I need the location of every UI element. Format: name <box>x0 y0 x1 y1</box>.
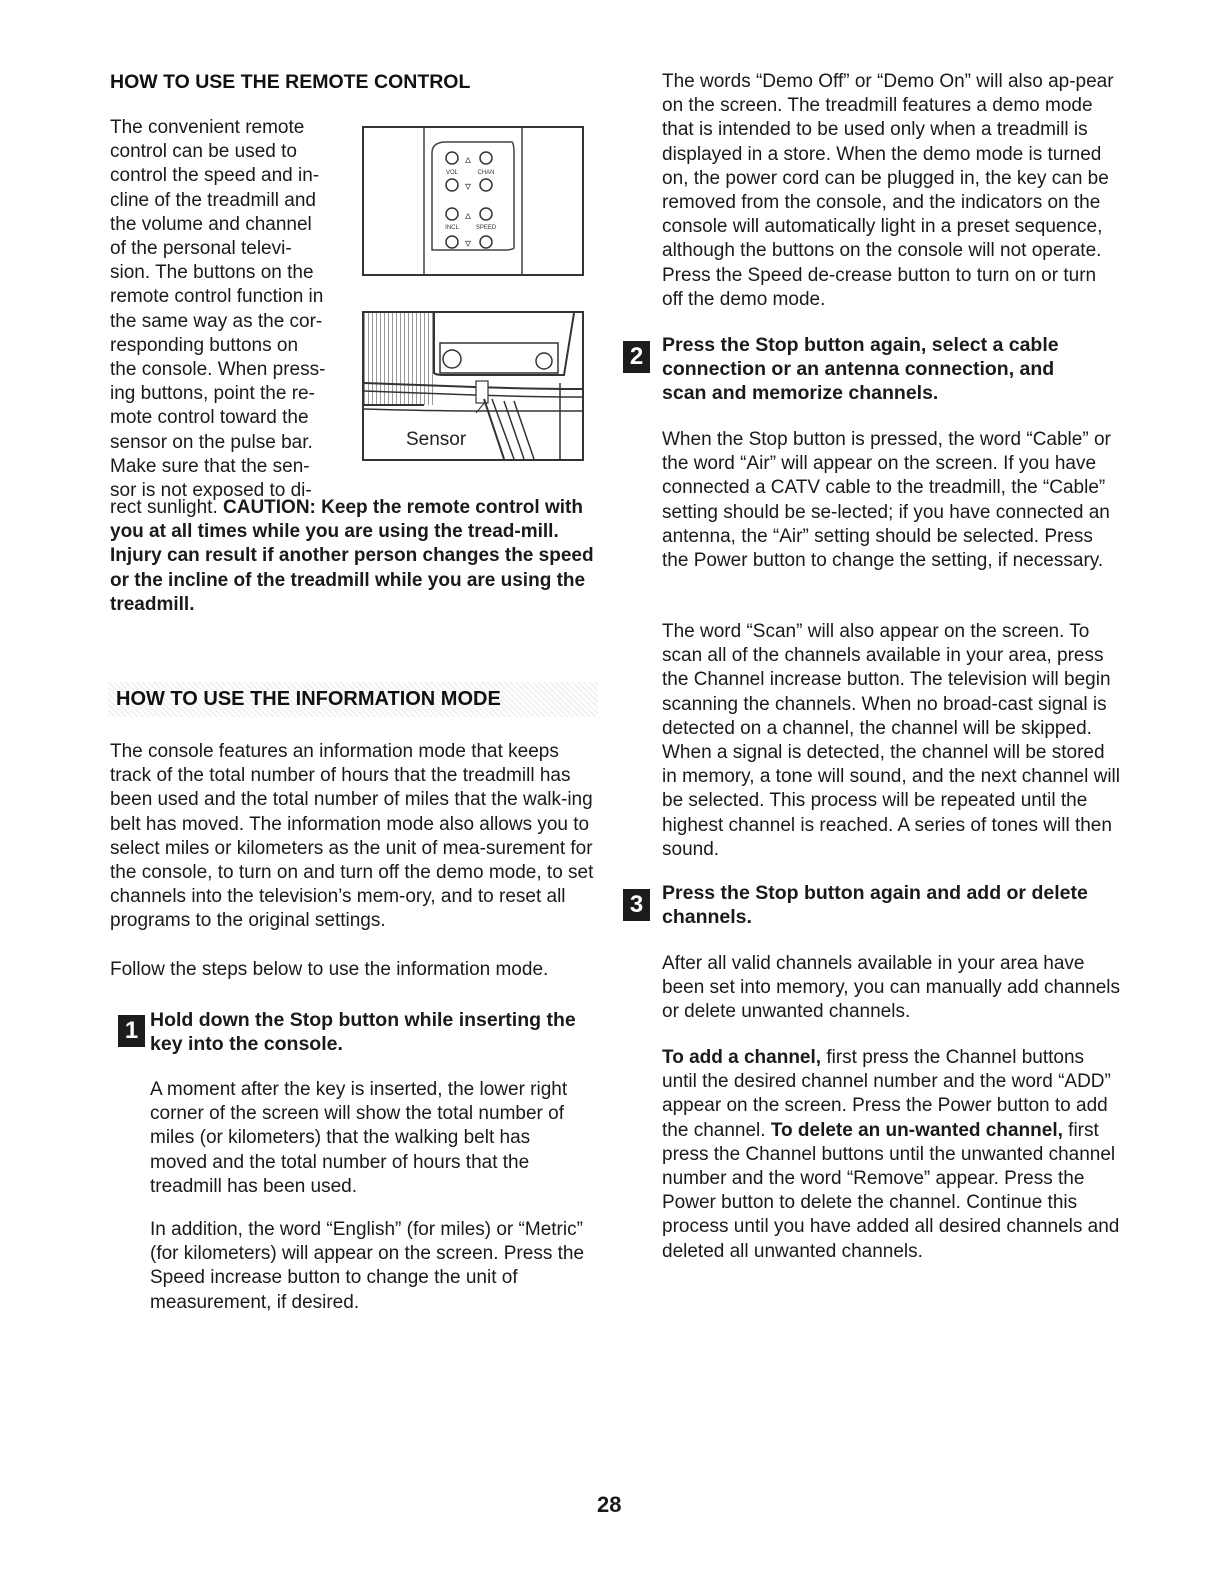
sensor-figure <box>362 311 584 461</box>
remote-intro-line: ing buttons, point the re- <box>110 383 315 405</box>
svg-text:VOL: VOL <box>445 170 459 176</box>
remote-intro-line: remote control function in <box>110 286 324 308</box>
svg-text:▿: ▿ <box>464 179 472 193</box>
remote-control-drawing <box>364 128 582 274</box>
step-3-title: Press the Stop button again and add or delete channels. <box>662 882 1088 928</box>
svg-text:CHAN: CHAN <box>477 170 495 176</box>
remote-intro-line: control the speed and in- <box>110 165 320 187</box>
remote-intro-line: sor is not exposed to di- <box>110 480 312 502</box>
remote-intro-line: sensor on the pulse bar. <box>110 431 313 453</box>
svg-text:▵: ▵ <box>464 208 472 222</box>
remote-control-figure <box>362 126 584 276</box>
step-1-paragraph-2: In addition, the word “English” (for miles) or “Metric” (for kilometers) will appear on the screen. Press the Speed increase button to change the unit of measurement, if desired. <box>150 1219 585 1313</box>
remote-intro-line: sion. The buttons on the <box>110 262 314 284</box>
remote-intro-line: mote control toward the <box>110 407 309 429</box>
remote-intro-line: cline of the treadmill and <box>110 189 316 211</box>
step-1-badge: 1 <box>118 1015 145 1047</box>
remote-intro-line: the volume and channel <box>110 213 312 235</box>
heading-remote-control: HOW TO USE THE REMOTE CONTROL <box>110 71 471 93</box>
svg-text:▵: ▵ <box>464 152 472 166</box>
page-number: 28 <box>597 1492 622 1517</box>
step-2-paragraph-1: When the Stop button is pressed, the word “Cable” or the word “Air” will appear on the screen. If you have connected a CATV cable to the treadmill, the “Cable” setting should be se-lected; if you have connected an antenna, the “Air” setting should be selected. Press the Power button to change the setting, if necessary. <box>662 429 1111 572</box>
demo-mode-paragraph: The words “Demo Off” or “Demo On” will also ap-pear on the screen. The treadmill features a demo mode that is intended to be used only when a treadmill is displayed in a store. When the demo mode is turned on, the power cord can be plugged in, the key can be removed from the console, and the indicators on the console will automatically light in a preset sequence, although the buttons on the console will not operate. Press the Speed de-crease button to turn on or turn off the demo mode. <box>662 71 1114 310</box>
remote-intro-line: responding buttons on <box>110 334 299 356</box>
speed-down-button-icon <box>480 236 492 248</box>
step-1-title: Hold down the Stop button while inserting the key into the console. <box>150 1009 576 1055</box>
remote-intro-line: Make sure that the sen- <box>110 455 310 477</box>
remote-intro-line: The convenient remote <box>110 117 305 138</box>
remote-intro-text <box>110 116 350 503</box>
vol-down-button-icon <box>446 179 458 191</box>
step-2-badge: 2 <box>623 341 650 373</box>
step-2-title: Press the Stop button again, select a cable connection or an antenna connection, and scan and memorize channels. <box>662 334 1059 404</box>
chan-down-button-icon <box>480 179 492 191</box>
add-delete-channel-paragraph: To add a channel, first press the Channel buttons until the desired channel number and the word “ADD” appear on the screen. Press the Power button to add the channel. To delete an un-wanted channel, first press the Channel buttons until the unwanted channel number and the word “Remove” appear. Press the Power button to delete the channel. Continue this process until you have added all desired channels and deleted all unwanted channels. <box>662 1047 1120 1262</box>
remote-intro-line: the same way as the cor- <box>110 310 323 332</box>
svg-text:INCL: INCL <box>445 225 459 231</box>
remote-intro-line: control can be used to <box>110 141 297 163</box>
step-1-paragraph-1: A moment after the key is inserted, the lower right corner of the screen will show the total number of miles (or kilometers) that the walking belt has moved and the total number of hours that the treadmill has been used. <box>150 1079 568 1197</box>
chan-up-button-icon <box>480 152 492 164</box>
speed-up-button-icon <box>480 208 492 220</box>
step-2-paragraph-2: The word “Scan” will also appear on the screen. To scan all of the channels available in your area, press the Channel increase button. The television will begin scanning the channels. When no broad-cast signal is detected on a channel, the channel will be skipped. When a signal is detected, the channel will be stored in memory, a tone will sound, and the next channel will be selected. This process will be repeated until the highest channel is reached. A series of tones will then sound. <box>662 621 1121 860</box>
step-3-badge: 3 <box>623 889 650 921</box>
vol-up-button-icon <box>446 152 458 164</box>
remote-intro-line: the console. When press- <box>110 359 326 381</box>
console-sensor-drawing <box>364 313 582 459</box>
follow-steps-text: Follow the steps below to use the information mode. <box>110 959 549 980</box>
info-mode-heading-bar <box>108 682 598 717</box>
incline-down-button-icon <box>446 236 458 248</box>
remote-intro-line: of the personal televi- <box>110 238 292 260</box>
info-mode-paragraph: The console features an information mode that keeps track of the total number of hours that the treadmill has been used and the total number of miles that the walk-ing belt has moved. The information mode also allows you to select miles or kilometers as the unit of mea-surement for the console, to turn on and turn off the demo mode, to set channels into the television’s mem-ory, and to reset all programs to the original settings. <box>110 741 594 932</box>
remote-caution-paragraph: rect sunlight. CAUTION: Keep the remote control with you at all times while you are using the tread-mill. Injury can result if another person changes the speed or the incline of the treadmill while you are using the treadmill. <box>110 497 594 615</box>
step-3-paragraph-1: After all valid channels available in your area have been set into memory, you can manually add channels or delete unwanted channels. <box>662 953 1121 1023</box>
sensor-label: Sensor <box>406 429 467 450</box>
heading-information-mode: HOW TO USE THE INFORMATION MODE <box>116 688 501 710</box>
svg-text:SPEED: SPEED <box>475 225 497 231</box>
svg-text:▿: ▿ <box>464 236 472 250</box>
incline-up-button-icon <box>446 208 458 220</box>
